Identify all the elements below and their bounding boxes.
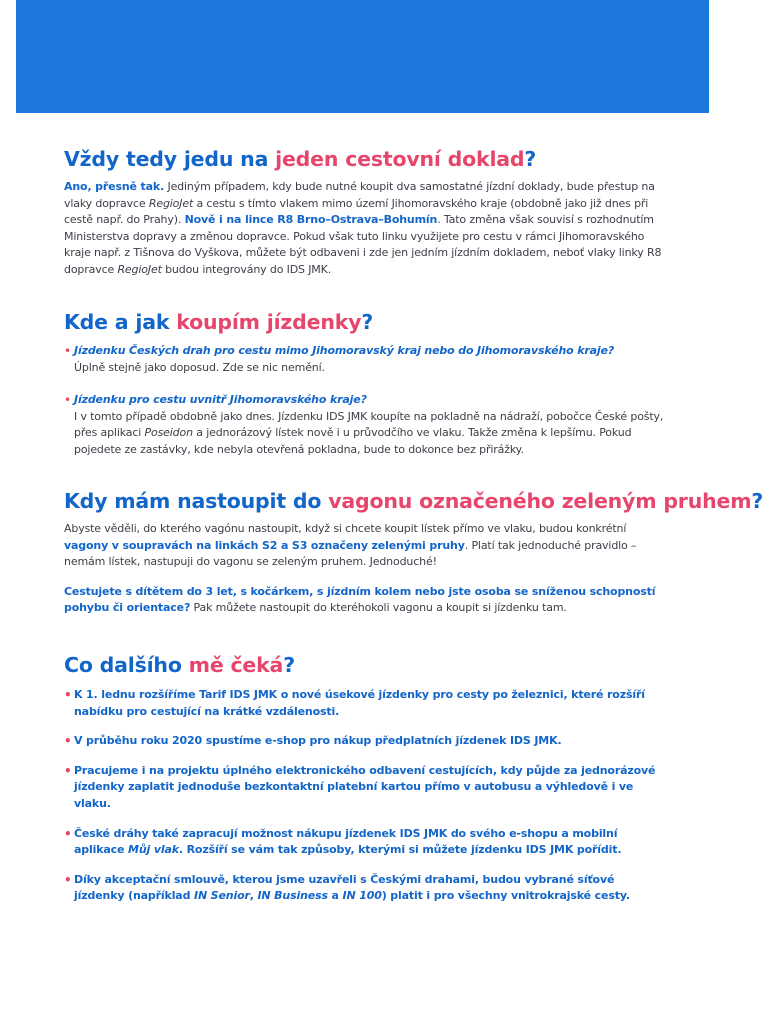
text: a xyxy=(327,889,343,903)
heading-part: Co dalšího xyxy=(64,653,189,677)
italic-text: RegioJet xyxy=(148,196,194,210)
list-item xyxy=(64,872,668,905)
paragraph-green-wagon xyxy=(64,521,668,571)
heading-part: ? xyxy=(283,653,295,677)
heading-highlight: vagonu označeného zeleným pruhem xyxy=(328,489,752,513)
italic-text: RegioJet xyxy=(117,262,162,276)
heading-part: ? xyxy=(751,489,763,513)
heading-part: Vždy tedy jedu na xyxy=(64,147,276,171)
text: ) platit i pro všechny vnitrokrajské cesty. xyxy=(381,889,630,903)
paragraph-single-ticket xyxy=(64,179,668,279)
list-item xyxy=(64,826,668,859)
italic-text: Poseidon xyxy=(144,426,193,440)
bullet-text: I v tomto případě obdobně jako dnes. Jízdenku IDS JMK koupíte na pokladně na nádraží, pobočce České pošty, přes aplikaci xyxy=(74,409,664,440)
section-whats-next xyxy=(64,653,668,905)
heading-highlight: mě čeká xyxy=(188,653,284,677)
text: České dráhy také zapracují možnost nákupu jízdenek IDS JMK do svého e-shopu a mobilní aplikace xyxy=(74,826,618,857)
text: . Rozšíří se vám tak způsoby, kterými si můžete jízdenku IDS JMK pořídit. xyxy=(178,843,622,857)
text: Pak můžete nastoupit do kteréhokoli vagonu a koupit si jízdenku tam. xyxy=(190,601,567,615)
heading-part: ? xyxy=(524,147,537,171)
list-item xyxy=(64,343,668,376)
bullet-heading: • Jízdenku Českých drah pro cestu mimo Jihomoravský kraj nebo do Jihomoravského kraje? xyxy=(74,344,615,357)
text: . Platí tak jednoduché pravidlo – nemám lístek, nastupuji do vagonu se zeleným pruhem. Jednoduché! xyxy=(64,538,637,569)
bold-text: Ano, přesně tak. xyxy=(64,180,165,193)
heading-part: ? xyxy=(361,310,374,334)
italic-text: IN 100 xyxy=(342,889,382,903)
bold-text: Cestujete s dítětem do 3 let, s kočárkem, s jízdním kolem nebo jste osoba se sníženou schopností pohybu či orientace? xyxy=(64,584,656,615)
bold-text: vagony v soupravách na linkách S2 a S3 označeny zelenými pruhy xyxy=(64,538,465,552)
italic-text: IN Business xyxy=(257,889,328,903)
list-item xyxy=(64,392,668,458)
header-banner xyxy=(16,0,709,113)
text: Jediným případem, kdy bude nutné koupit dva samostatné jízdní doklady, bude přestup na vlaky dopravce xyxy=(64,180,655,210)
list-item: • V průběhu roku 2020 spustíme e-shop pro nákup předplatních jízdenek IDS JMK. xyxy=(64,733,668,750)
heading-part: Kdy mám nastoupit do xyxy=(64,489,329,513)
text: budou integrovány do IDS JMK. xyxy=(161,262,332,276)
list-item: • Pracujeme i na projektu úplného elektronického odbavení cestujících, kdy půjde za jednorázové jízdenky zaplatit jednoduše bezkontaktní platební kartou přímo v autobusu a výhledově i ve vlaku. xyxy=(64,763,668,813)
bold-text: Nově i na lince R8 Brno–Ostrava–Bohumín xyxy=(184,213,438,227)
italic-text: Můj vlak xyxy=(128,843,179,857)
bullet-text: Úplně stejně jako doposud. Zde se nic nemění. xyxy=(74,360,325,374)
bullet-heading: • Jízdenku pro cestu uvnitř Jihomoravského kraje? xyxy=(74,393,367,407)
section-single-ticket xyxy=(64,147,668,279)
paragraph-children-bikes xyxy=(64,584,668,617)
heading-highlight: koupím jízdenky xyxy=(176,310,362,334)
text: Abyste věděli, do kterého vagónu nastoupit, když si chcete koupit lístek přímo ve vlaku, budou konkrétní xyxy=(64,522,627,535)
section-where-to-buy xyxy=(64,310,668,459)
text: a cestu s tímto vlakem mimo území Jihomoravského kraje (obdobně jako již dnes při cestě např. do Prahy). xyxy=(64,196,649,227)
heading-where-to-buy xyxy=(64,310,668,334)
heading-green-wagon xyxy=(64,489,763,513)
bullet-text: a jednorázový lístek nově i u průvodčího ve vlaku. Takže změna k lepšímu. Pokud pojedete ze zastávky, kde nebyla otevřená pokladna, bude to dokonce bez přirážky. xyxy=(74,426,632,456)
italic-text: IN Senior xyxy=(194,889,250,903)
heading-whats-next xyxy=(64,653,668,677)
heading-part: Kde a jak xyxy=(64,310,177,334)
heading-highlight: jeden cestovní doklad xyxy=(275,147,525,171)
text: Díky akceptační smlouvě, kterou jsme uzavřeli s Českými drahami, budou vybrané síťové jízdenky (například xyxy=(74,872,615,903)
text: . Tato změna však souvisí s rozhodnutím Ministerstva dopravy a změnou dopravce. Pokud však tuto linku využijete pro cestu v rámci Jihomoravského kraje např. z Tišnova do Vyškova, můžete být odbaveni i zde jen jedním jízdním dokladem, neboť vlaky linky R8 dopravce xyxy=(64,213,662,276)
section-green-wagon xyxy=(64,489,763,617)
list-item: • K 1. lednu rozšíříme Tarif IDS JMK o nové úsekové jízdenky pro cesty po železnici, které rozšíří nabídku pro cestující na krátké vzdálenosti. xyxy=(64,687,668,720)
heading-single-ticket xyxy=(64,147,668,171)
text: , xyxy=(249,889,258,903)
